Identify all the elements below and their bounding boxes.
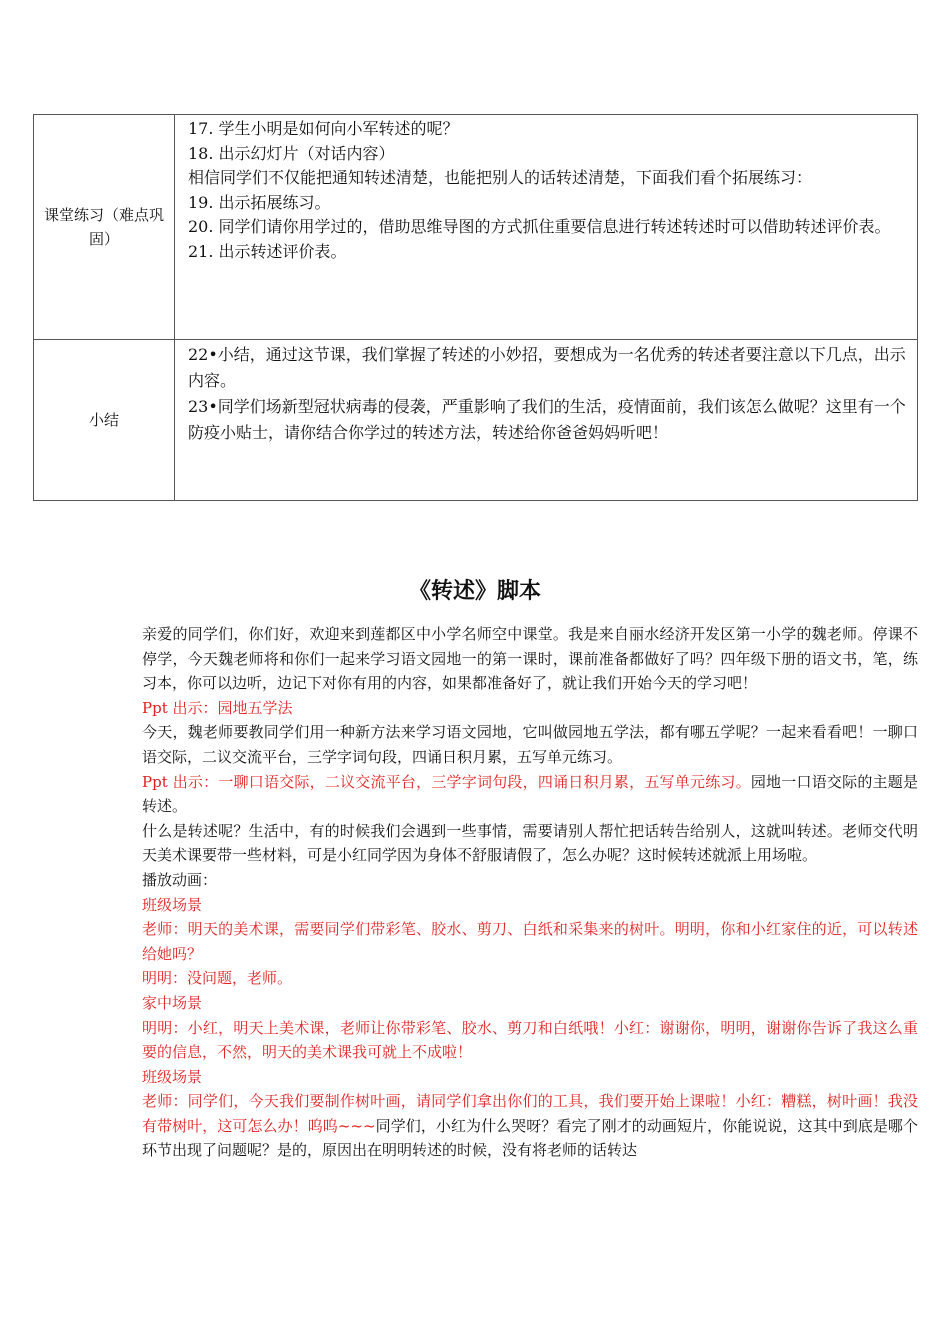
content-line: 21. 出示转述评价表。	[188, 241, 347, 261]
paragraph: 播放动画：	[142, 870, 218, 889]
paragraph-red: 班级场景	[142, 1067, 203, 1086]
script-title: 《转述》脚本	[408, 578, 541, 604]
content-line: 23•同学们场新型冠状病毒的侵袭，严重影响了我们的生活，疫情面前，我们该怎么做呢？这里有一个防疫小贴士，请你结合你学过的转述方法，转述给你爸爸妈妈听吧！	[188, 397, 906, 442]
paragraph: 亲爱的同学们，你们好，欢迎来到莲都区中小学名师空中课堂。我是来自丽水经济开发区第一小学的魏老师。停课不停学，今天魏老师将和你们一起来学习语文园地一的第一课时，课前准备都做好了吗？四年级下册的语文书，笔，练习本，你可以边听，边记下对你有用的内容，如果都准备好了，就让我们开始今天的学习吧！	[142, 625, 918, 693]
row-label: 小结	[34, 340, 175, 501]
content-line: 18. 出示幻灯片（对话内容）	[188, 143, 395, 163]
red-text: 老师：同学们，今天我们要制作树叶画，请同学们拿出你们的工具，我们要开始上课啦！小红：糟糕，树叶画！我没有带树叶，这可怎么办！呜呜~~~	[142, 1092, 918, 1135]
paragraph-red: 班级场景	[142, 895, 203, 914]
paragraph-red: 明明：小红，明天上美术课，老师让你带彩笔、胶水、剪刀和白纸哦！小红：谢谢你，明明，谢谢你告诉了我这么重要的信息，不然，明天的美术课我可就上不成啦！	[142, 1018, 918, 1062]
content-line: 20. 同学们请你用学过的，借助思维导图的方式抓住重要信息进行转述转述时可以借助转述评价表。	[188, 217, 891, 236]
row-label: 课堂练习（难点巩固）	[34, 115, 175, 340]
paragraph-red: 家中场景	[142, 993, 203, 1012]
paragraph: 今天，魏老师要教同学们用一种新方法来学习语文园地，它叫做园地五学法，都有哪五学呢？一起来看看吧！一聊口语交际，二议交流平台，三学字词句段，四诵日积月累，五写单元练习。	[142, 723, 918, 766]
paragraph: 什么是转述呢？生活中，有的时候我们会遇到一些事情，需要请别人帮忙把话转告给别人，这就叫转述。老师交代明天美术课要带一些材料，可是小红同学因为身体不舒服请假了，怎么办呢？这时候转述就派上用场啦。	[142, 821, 918, 865]
row-content	[175, 340, 918, 501]
content-line: 22•小结，通过这节课，我们掌握了转述的小妙招，要想成为一名优秀的转述者要注意以下几点，出示内容。	[188, 345, 906, 390]
content-line: 相信同学们不仅能把通知转述清楚，也能把别人的话转述清楚，下面我们看个拓展练习：	[188, 168, 813, 187]
paragraph-mixed	[142, 770, 918, 819]
content-line: 17. 学生小明是如何向小军转述的呢？	[188, 119, 459, 138]
table-row	[34, 115, 918, 340]
paragraph-mixed	[142, 1089, 918, 1163]
lesson-plan-table	[33, 114, 918, 501]
row-content	[175, 115, 918, 340]
table-row	[34, 340, 918, 501]
paragraph-red: Ppt 出示：园地五学法	[142, 698, 293, 717]
black-text: 园地一口语交际的主题是转述。	[142, 772, 918, 816]
paragraph-red: 明明：没问题，老师。	[142, 969, 293, 988]
script-body	[142, 622, 918, 1163]
red-text: Ppt 出示：一聊口语交际，二议交流平台，三学字词句段，四诵日积月累，五写单元练习。	[142, 772, 751, 791]
paragraph-red: 老师：明天的美术课，需要同学们带彩笔、胶水、剪刀、白纸和采集来的树叶。明明，你和小红家住的近，可以转述给她吗？	[142, 920, 918, 963]
content-line: 19. 出示拓展练习。	[188, 192, 331, 212]
black-text: 同学们，小红为什么哭呀？看完了刚才的动画短片，你能说说，这其中到底是哪个环节出现了问题呢？是的，原因出在明明转述的时候，没有将老师的话转达	[142, 1116, 918, 1160]
